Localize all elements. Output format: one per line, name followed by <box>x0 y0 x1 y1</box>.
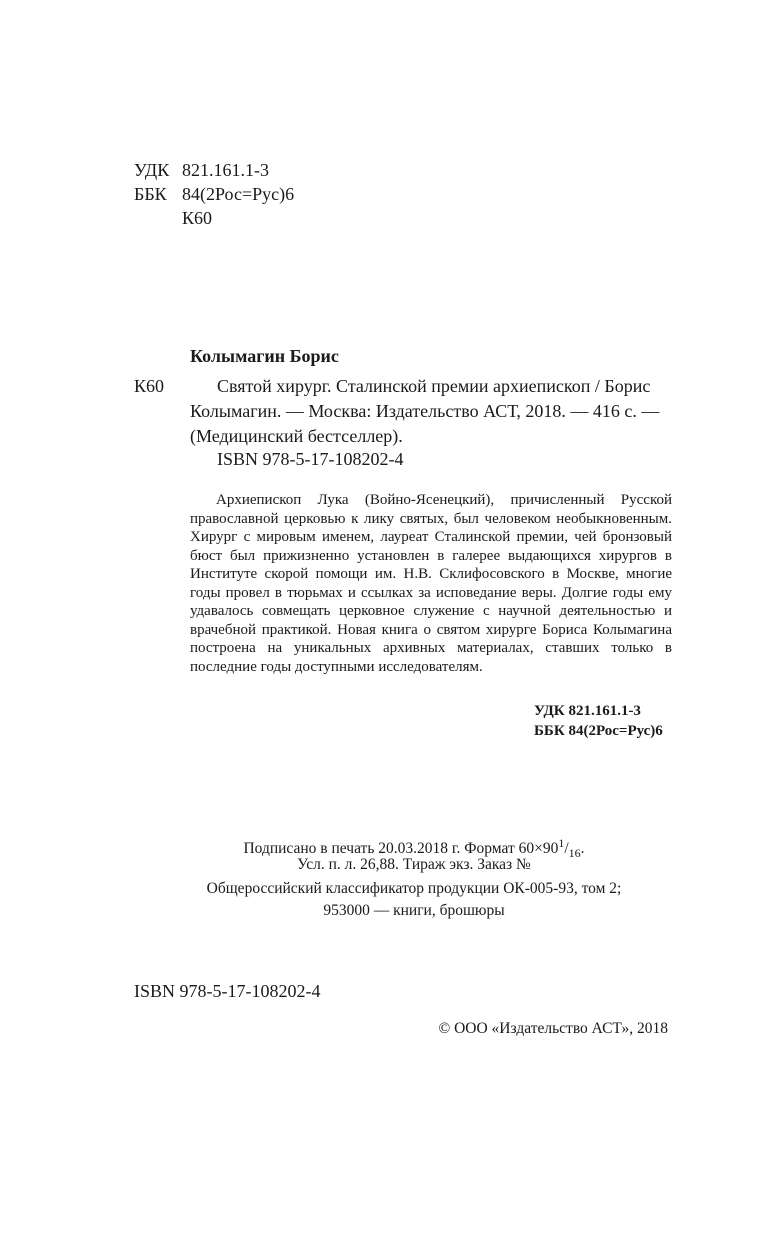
annotation-text: Архиепископ Лука (Войно-Ясенецкий), причисленный Русской православной церковью к лику святых, был человеком необыкновенным. Хирург с мировым именем, лауреат Сталинской премии, чей бронзовый бюст был прижизненно установлен в галерее выдающихся хирургов в Институте скорой помощи им. Н.В. Склифосовского в Москве, многие годы провел в тюрьмах и ссылках за исповедание веры. Долгие годы ему удавалось совмещать церковное служение с научной деятельностью и врачебной практикой. Новая книга о святом хирурге Бориса Колымагина построена на уникальных архивных материалах, ставших только в последние годы доступными исследователям. <box>190 492 672 675</box>
isbn-line: ISBN 978-5-17-108202-4 <box>217 449 404 469</box>
copyright-notice: © ООО «Издательство АСТ», 2018 <box>438 1020 668 1037</box>
author-mark: К60 <box>134 376 165 396</box>
bbk-right: ББК 84(2Рос=Рус)6 <box>534 723 663 739</box>
biblio-line-2: Колымагин. — Москва: Издательство АСТ, 2018. — 416 с. — <box>190 401 660 421</box>
imprint-format-text: Подписано в печать 20.03.2018 г. Формат 60×90 <box>243 840 559 857</box>
biblio-line-3: (Медицинский бестселлер). <box>190 426 403 446</box>
isbn-bottom: ISBN 978-5-17-108202-4 <box>134 981 321 1001</box>
udk-label: УДК <box>134 160 170 180</box>
udk-line <box>134 158 269 182</box>
format-slash: / <box>564 840 569 857</box>
imprint-line-2: Усл. п. л. 26,88. Тираж экз. Заказ № <box>297 856 531 873</box>
imprint-line-1-end: . <box>580 840 585 857</box>
author-mark-top: К60 <box>182 208 213 228</box>
imprint-line-4: 953000 — книги, брошюры <box>323 902 505 919</box>
bbk-line <box>134 182 294 206</box>
annotation <box>190 491 672 676</box>
bbk-label: ББК <box>134 184 167 204</box>
format-denominator: 16 <box>568 846 581 860</box>
author-name: Колымагин Борис <box>190 346 339 366</box>
bbk-value: 84(2Рос=Рус)6 <box>182 184 295 204</box>
udk-right: УДК 821.161.1-3 <box>534 703 641 719</box>
biblio-line-1: Святой хирург. Сталинской премии архиепископ / Борис <box>217 376 651 396</box>
imprint-line-3: Общероссийский классификатор продукции ОК-005-93, том 2; <box>206 880 622 897</box>
format-numerator: 1 <box>558 836 565 850</box>
udk-value: 821.161.1-3 <box>182 160 269 180</box>
